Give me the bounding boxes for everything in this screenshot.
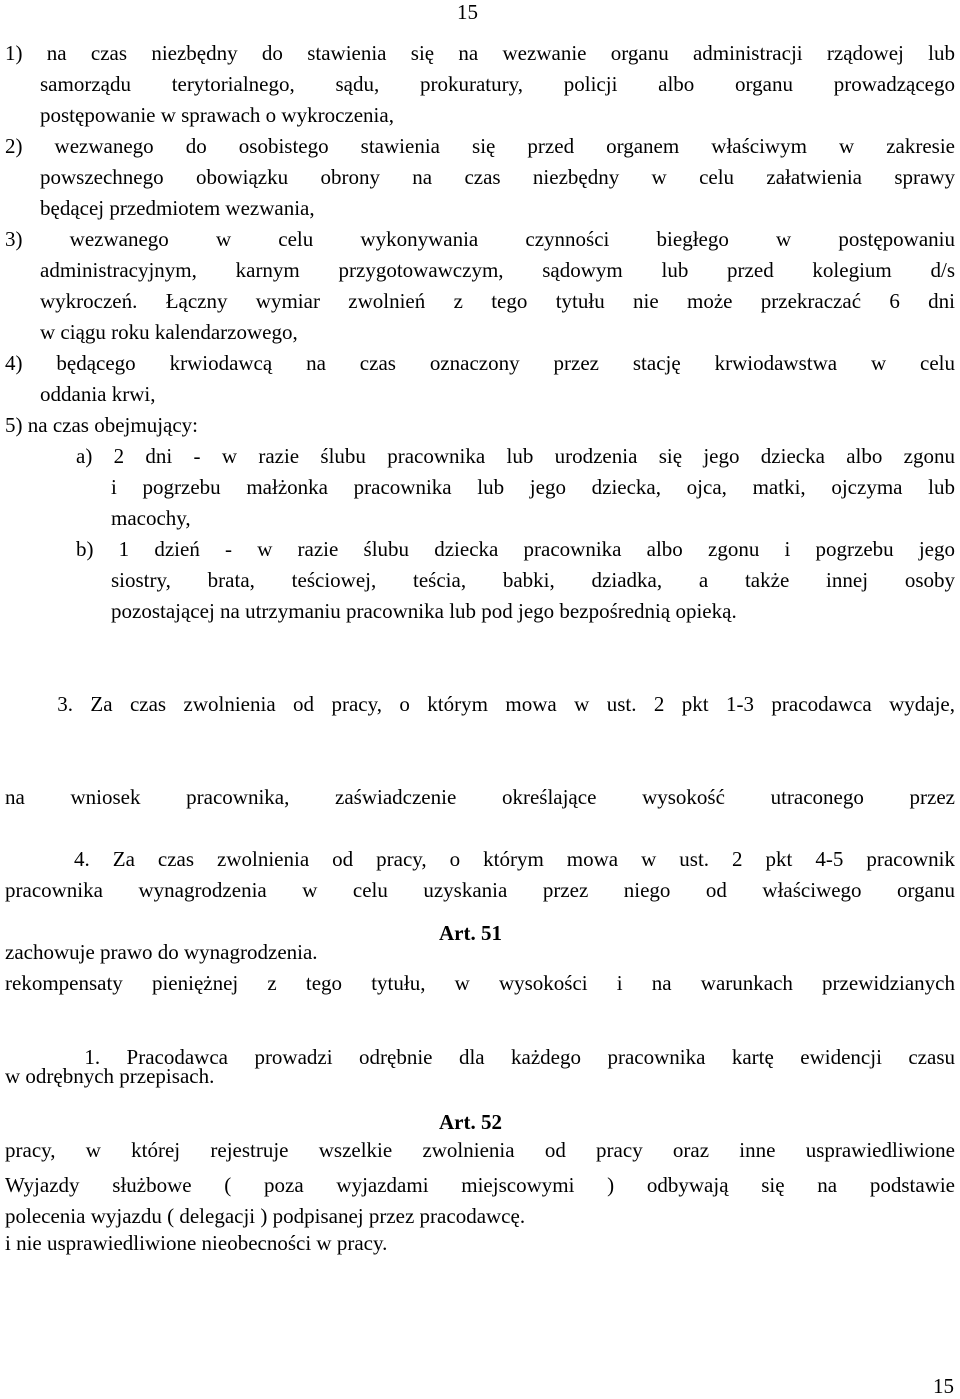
list-item-5b-line-3: pozostającej na utrzymaniu pracownika lub pod jego bezpośrednią opieką. xyxy=(111,599,737,623)
list-item-5a xyxy=(76,441,955,534)
paragraph-3-line-1: 3. Za czas zwolnienia od pracy, o którym mowa w ust. 2 pkt 1-3 pracodawca wydaje, xyxy=(5,692,955,716)
list-item-1-line-3: postępowanie w sprawach o wykroczenia, xyxy=(40,103,394,127)
paragraph-3-line-4: rekompensaty pieniężnej z tego tytułu, w wysokości i na warunkach przewidzianych xyxy=(5,971,955,995)
article-51-heading: Art. 51 xyxy=(439,921,502,945)
page-number: 15 xyxy=(457,0,478,24)
article-51-line-3: i nie usprawiedliwione nieobecności w pracy. xyxy=(5,1231,388,1255)
paragraph-4 xyxy=(5,782,955,999)
list-item-1-line-1: 1) na czas niezbędny do stawienia się na wezwanie organu administracji rządowej lub xyxy=(5,41,955,65)
article-51-line-1: 1. Pracodawca prowadzi odrębnie dla każdego pracownika kartę ewidencji czasu xyxy=(5,1045,955,1069)
list-item-2-line-2: powszechnego obowiązku obrony na czas niezbędny w celu załatwienia sprawy xyxy=(40,165,955,189)
list-item-4-line-2: oddania krwi, xyxy=(40,382,156,406)
article-51-line-2: pracy, w której rejestruje wszelkie zwolnienia od pracy oraz inne usprawiedliwione xyxy=(5,1138,955,1162)
paragraph-3-line-5: w odrębnych przepisach. xyxy=(5,1064,215,1088)
list-item-5a-line-1: a) 2 dni - w razie ślubu pracownika lub urodzenia się jego dziecka albo zgonu xyxy=(76,444,955,468)
paragraph-3-line-3: pracownika wynagrodzenia w celu uzyskania przez niego od właściwego organu xyxy=(5,878,955,902)
paragraph-3-line-2: na wniosek pracownika, zaświadczenie określające wysokość utraconego przez xyxy=(5,785,955,809)
list-item-1 xyxy=(5,38,955,131)
list-item-2-line-3: będącej przedmiotem wezwania, xyxy=(40,196,315,220)
article-52-line-2: polecenia wyjazdu ( delegacji ) podpisanej przez pracodawcę. xyxy=(5,1204,526,1228)
list-item-4 xyxy=(5,348,955,410)
list-item-5b-line-1: b) 1 dzień - w razie ślubu dziecka pracownika albo zgonu i pogrzebu jego xyxy=(76,537,955,561)
list-item-2 xyxy=(5,131,955,224)
list-item-5b xyxy=(76,534,955,627)
list-item-5a-line-3: macochy, xyxy=(111,506,191,530)
paragraph-4-line-2: zachowuje prawo do wynagrodzenia. xyxy=(5,940,318,964)
paragraph-4-line-1: 4. Za czas zwolnienia od pracy, o którym mowa w ust. 2 pkt 4-5 pracownik xyxy=(5,847,955,871)
list-item-3-line-3: wykroczeń. Łączny wymiar zwolnień z tego tytułu nie może przekraczać 6 dni xyxy=(40,289,955,313)
list-item-5b-line-2: siostry, brata, teściowej, teścia, babki, dziadka, a także innej osoby xyxy=(111,568,955,592)
list-item-4-line-1: 4) będącego krwiodawcą na czas oznaczony przez stację krwiodawstwa w celu xyxy=(5,351,955,375)
article-52-heading: Art. 52 xyxy=(439,1110,502,1134)
list-item-5a-line-2: i pogrzebu małżonka pracownika lub jego dziecka, ojca, matki, ojczyma lub xyxy=(111,475,955,499)
list-item-5 xyxy=(5,410,955,441)
list-item-1-line-2: samorządu terytorialnego, sądu, prokuratury, policji albo organu prowadzącego xyxy=(40,72,955,96)
article-52-body xyxy=(5,1170,955,1232)
list-item-2-line-1: 2) wezwanego do osobistego stawienia się przed organem właściwym w zakresie xyxy=(5,134,955,158)
article-52-line-1: Wyjazdy służbowe ( poza wyjazdami miejscowymi ) odbywają się na podstawie xyxy=(5,1173,955,1197)
list-item-3-line-2: administracyjnym, karnym przygotowawczym, sądowym lub przed kolegium d/s xyxy=(40,258,955,282)
list-item-3-line-1: 3) wezwanego w celu wykonywania czynności biegłego w postępowaniu xyxy=(5,227,955,251)
list-item-5-line-1: 5) na czas obejmujący: xyxy=(5,413,198,437)
footer-page-number: 15 xyxy=(933,1374,954,1398)
list-item-3 xyxy=(5,224,955,348)
list-item-3-line-4: w ciągu roku kalendarzowego, xyxy=(40,320,298,344)
